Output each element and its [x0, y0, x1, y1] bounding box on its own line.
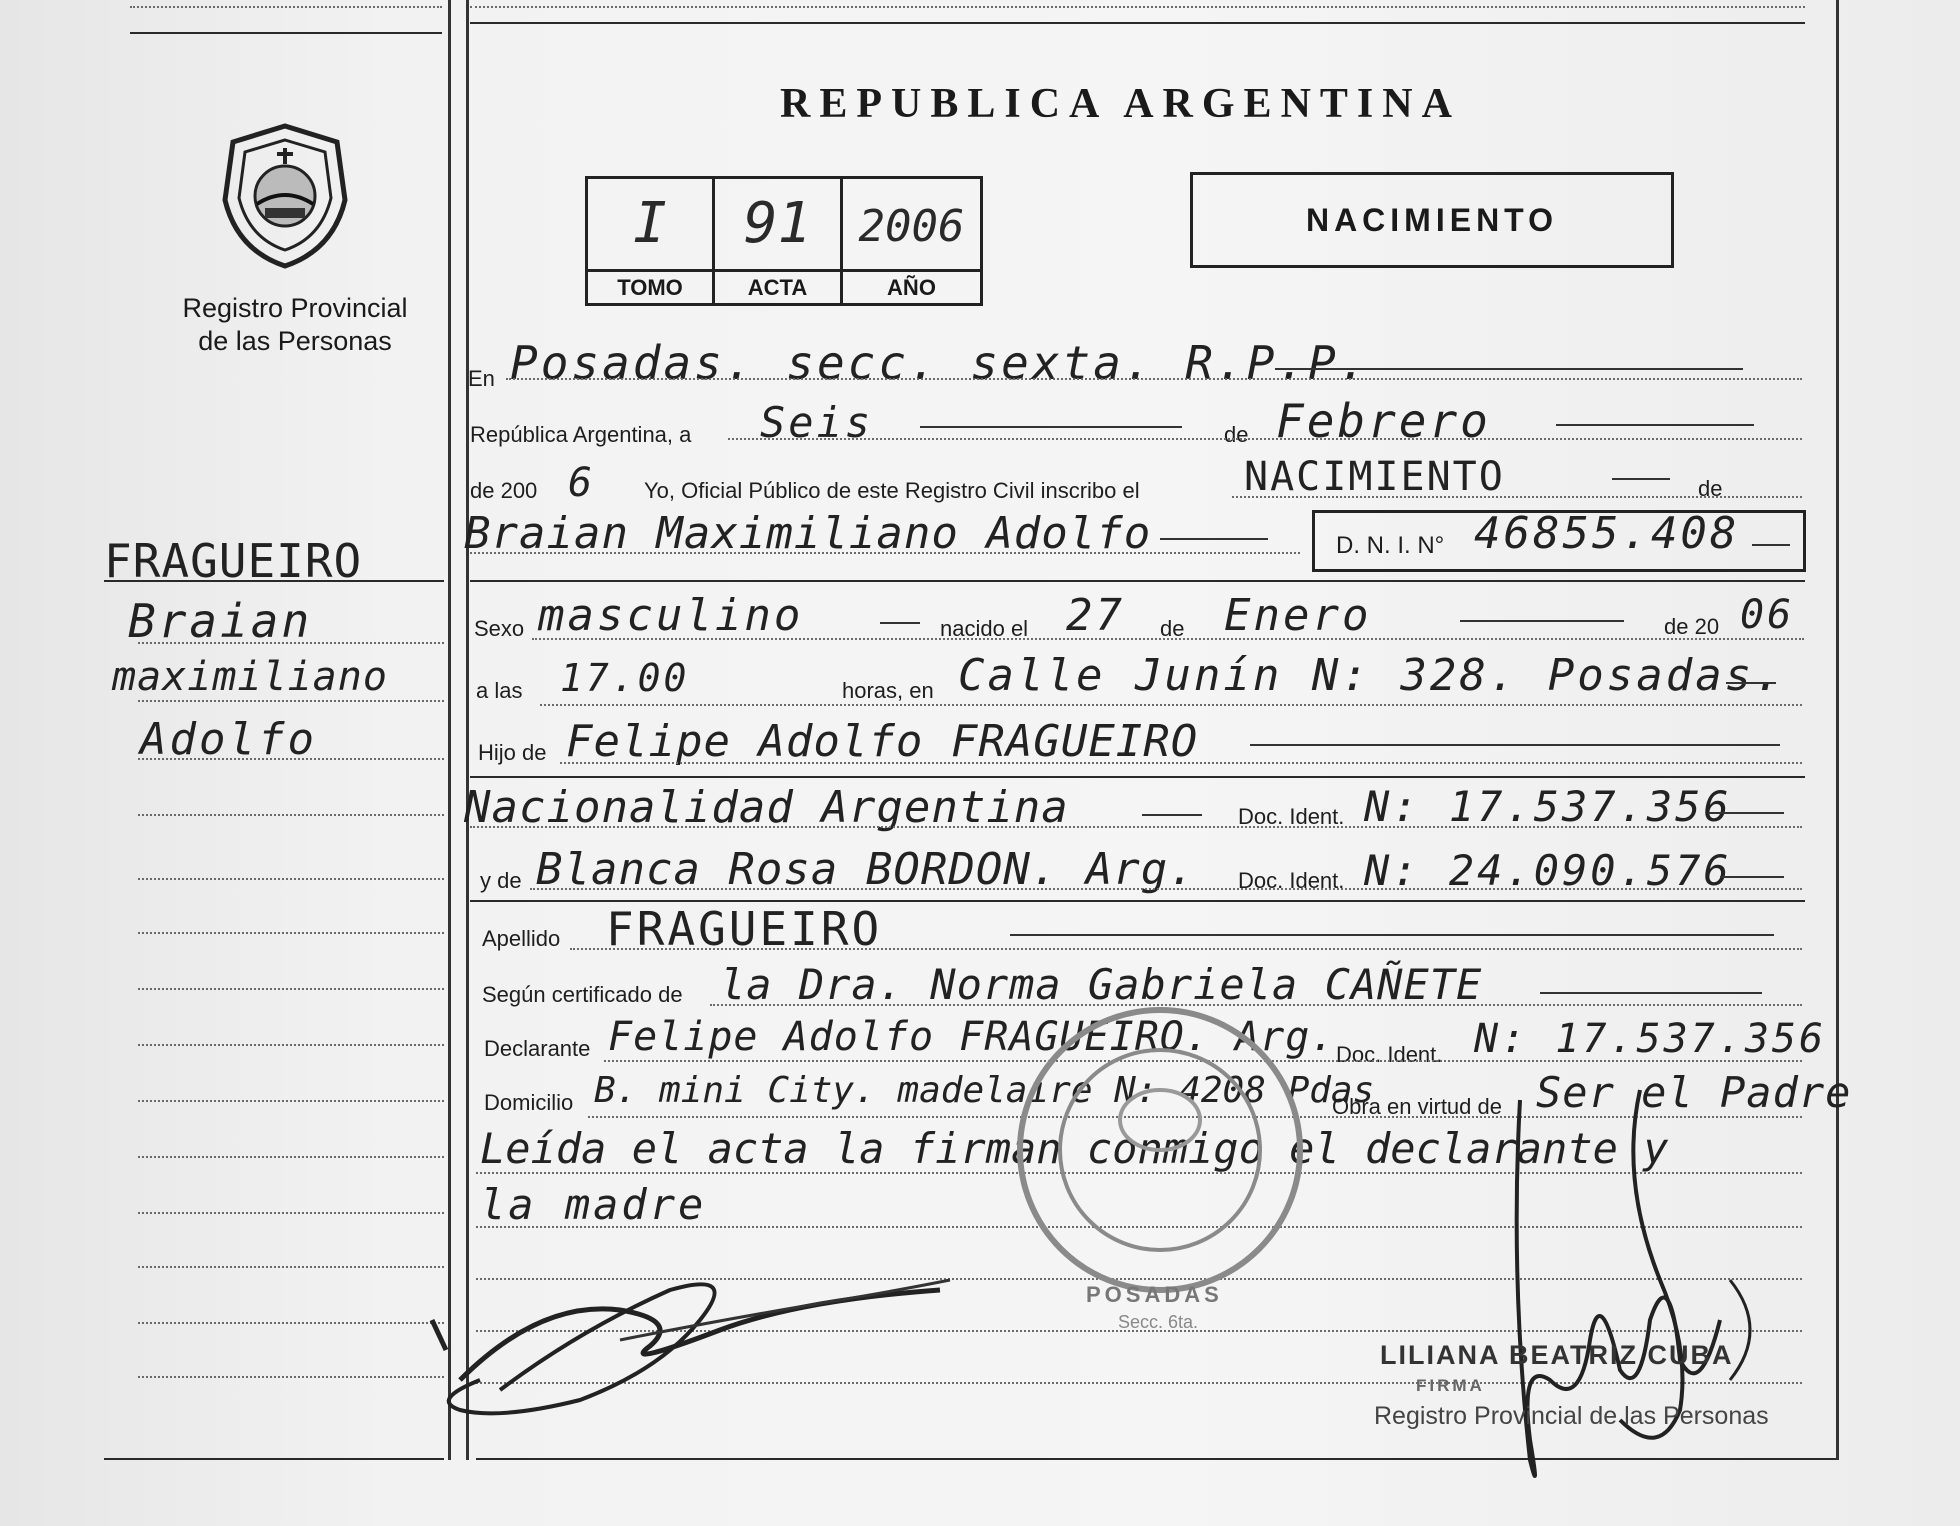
mother-doc: N: 24.090.576	[1364, 846, 1732, 895]
margin-dots	[138, 878, 444, 880]
de-label-2: de	[1698, 476, 1723, 501]
obra-label: Obra en virtud de	[1332, 1094, 1502, 1119]
de-label-3: de	[1160, 616, 1185, 641]
nationality-dash	[1142, 814, 1202, 816]
row9-dots	[530, 888, 1802, 890]
acta-value: 91	[743, 191, 812, 256]
dni-value: 46855.408	[1474, 508, 1740, 559]
tomo-value: I	[633, 191, 667, 256]
anio-cell	[840, 179, 980, 303]
birth-month: Enero	[1224, 590, 1372, 641]
top-rule-left	[130, 32, 442, 34]
official-name: LILIANA BEATRIZ CUBA	[1380, 1340, 1734, 1370]
doc-label-2: Doc. Ident.	[1238, 868, 1345, 893]
names-dash	[1160, 538, 1268, 540]
anio-value: 2006	[858, 201, 965, 252]
certifier: la Dra. Norma Gabriela CAÑETE	[720, 960, 1483, 1009]
margin-dots	[138, 700, 444, 702]
alas-label: a las	[476, 678, 523, 703]
father-name: Felipe Adolfo FRAGUEIRO	[566, 716, 1199, 767]
year-label: de 20	[1664, 614, 1720, 639]
nacido-label: nacido el	[940, 616, 1029, 641]
closing-line-2: la madre	[480, 1180, 707, 1229]
left-column-divider	[448, 0, 451, 1460]
year-digit: 6	[568, 460, 596, 506]
margin-dots	[138, 758, 444, 760]
declarant-doc: N: 17.537.356	[1474, 1016, 1827, 1062]
anio-label: AÑO	[887, 275, 936, 300]
top-dots-right	[470, 6, 1805, 8]
index-table	[585, 176, 983, 306]
margin-dots	[138, 814, 444, 816]
apellido-value: FRAGUEIRO	[606, 902, 883, 956]
certifier-dash	[1540, 992, 1762, 994]
month-dash-2	[1460, 620, 1624, 622]
margin-dots	[138, 642, 444, 644]
oficial-text: Yo, Oficial Público de este Registro Civil inscribo el	[644, 478, 1140, 503]
row3-dots	[1232, 496, 1802, 498]
father-dash	[1250, 744, 1780, 746]
day-dash	[920, 426, 1182, 428]
child-names: Braian Maximiliano Adolfo	[464, 508, 1152, 559]
place-dots	[506, 378, 1802, 380]
month-words: Febrero	[1276, 394, 1491, 448]
doc-label-3: Doc. Ident.	[1336, 1042, 1443, 1067]
birth-place: Calle Junín N: 328. Posadas.	[958, 650, 1784, 701]
hour-value: 17.00	[560, 656, 690, 700]
capacity: Ser el Padre	[1536, 1068, 1852, 1117]
event-dash	[1612, 478, 1670, 480]
place-value: Posadas. secc. sexta. R.P.P.	[510, 336, 1370, 390]
official-org: Registro Provincial de las Personas	[1374, 1402, 1769, 1430]
margin-dots	[138, 1266, 444, 1268]
section-rule-1	[470, 580, 1805, 582]
record-type-box: NACIMIENTO	[1190, 172, 1674, 268]
birth-place-dash	[1726, 682, 1776, 684]
month-dash	[1556, 424, 1754, 426]
row6-dots	[540, 704, 1802, 706]
de-label: de	[1224, 422, 1249, 447]
declarante-label: Declarante	[484, 1036, 591, 1061]
margin-dots	[138, 1100, 444, 1102]
row10-dots	[570, 948, 1802, 950]
margin-dots	[138, 988, 444, 990]
right-border	[1836, 0, 1839, 1460]
father-doc: N: 17.537.356	[1364, 782, 1732, 831]
section-rule-2	[470, 776, 1805, 778]
provincial-seal-icon	[215, 120, 355, 270]
apellido-label: Apellido	[482, 926, 561, 951]
day-words: Seis	[760, 398, 874, 447]
margin-dots	[138, 1322, 444, 1324]
registry-name	[150, 292, 440, 358]
stamp-section: Secc. 6ta.	[1118, 1312, 1199, 1332]
domicilio-label: Domicilio	[484, 1090, 574, 1115]
margin-dots	[138, 1376, 444, 1378]
event-value: NACIMIENTO	[1244, 454, 1505, 500]
en-label: En	[468, 366, 495, 391]
father-nationality: Nacionalidad Argentina	[464, 782, 1069, 833]
tomo-label: TOMO	[617, 275, 683, 300]
republica-label: República Argentina, a	[470, 422, 692, 447]
row7-dots	[560, 762, 1802, 764]
place-dash	[1275, 368, 1743, 370]
margin-given-2: maximiliano	[112, 654, 388, 700]
year-prefix: de 200	[470, 478, 538, 503]
mother-name: Blanca Rosa BORDON. Arg.	[536, 844, 1196, 895]
margin-given-3: Adolfo	[140, 714, 317, 765]
row5-dots	[532, 638, 1804, 640]
sexo-value: masculino	[538, 590, 804, 641]
hijo-label: Hijo de	[478, 740, 547, 765]
horas-label: horas, en	[842, 678, 934, 703]
mother-doc-dash	[1720, 876, 1784, 878]
top-dots-left	[130, 6, 442, 8]
page-title: REPUBLICA ARGENTINA	[780, 81, 1461, 127]
domicile: B. mini City. madelaire N: 4208 Pdas	[594, 1070, 1375, 1111]
sexo-label: Sexo	[474, 616, 525, 641]
official-signature-icon	[1470, 1080, 1790, 1500]
acta-cell	[712, 179, 840, 303]
closing-line-1: Leída el acta la firman conmigo el declarante y	[480, 1124, 1669, 1173]
row2-dots	[728, 438, 1802, 440]
dni-label: D. N. I. N°	[1336, 532, 1445, 559]
birth-year: 06	[1740, 592, 1795, 638]
margin-surname: FRAGUEIRO	[104, 534, 363, 588]
dni-dash	[1752, 544, 1790, 546]
margin-dots	[138, 1156, 444, 1158]
father-doc-dash	[1708, 812, 1784, 814]
margin-dots	[138, 932, 444, 934]
top-rule-right	[470, 22, 1805, 24]
margin-dots	[138, 1044, 444, 1046]
doc-label: Doc. Ident.	[1238, 804, 1345, 829]
row8-dots	[470, 826, 1802, 828]
birth-day: 27	[1066, 590, 1125, 641]
yde-label: y de	[480, 868, 522, 893]
tomo-cell	[588, 179, 712, 303]
left-column-divider-inner	[466, 0, 469, 1460]
margin-bottom-rule	[104, 1458, 444, 1460]
registry-name-line1: Registro Provincial	[182, 293, 408, 323]
margin-surname-rule	[104, 580, 444, 582]
stamp-city: POSADAS	[1086, 1282, 1223, 1307]
margin-given-1: Braian	[128, 594, 313, 648]
registry-name-line2: de las Personas	[198, 326, 392, 356]
acta-label: ACTA	[747, 275, 808, 300]
declarant-signature-icon	[420, 1260, 960, 1430]
official-stamp-icon	[1010, 1000, 1310, 1300]
declarant: Felipe Adolfo FRAGUEIRO. Arg.	[608, 1014, 1336, 1060]
sexo-dash	[880, 622, 920, 624]
segun-label: Según certificado de	[482, 982, 683, 1007]
names-dots	[470, 552, 1300, 554]
margin-dots	[138, 1212, 444, 1214]
apellido-dash	[1010, 934, 1774, 936]
official-title: FIRMA	[1416, 1376, 1485, 1395]
